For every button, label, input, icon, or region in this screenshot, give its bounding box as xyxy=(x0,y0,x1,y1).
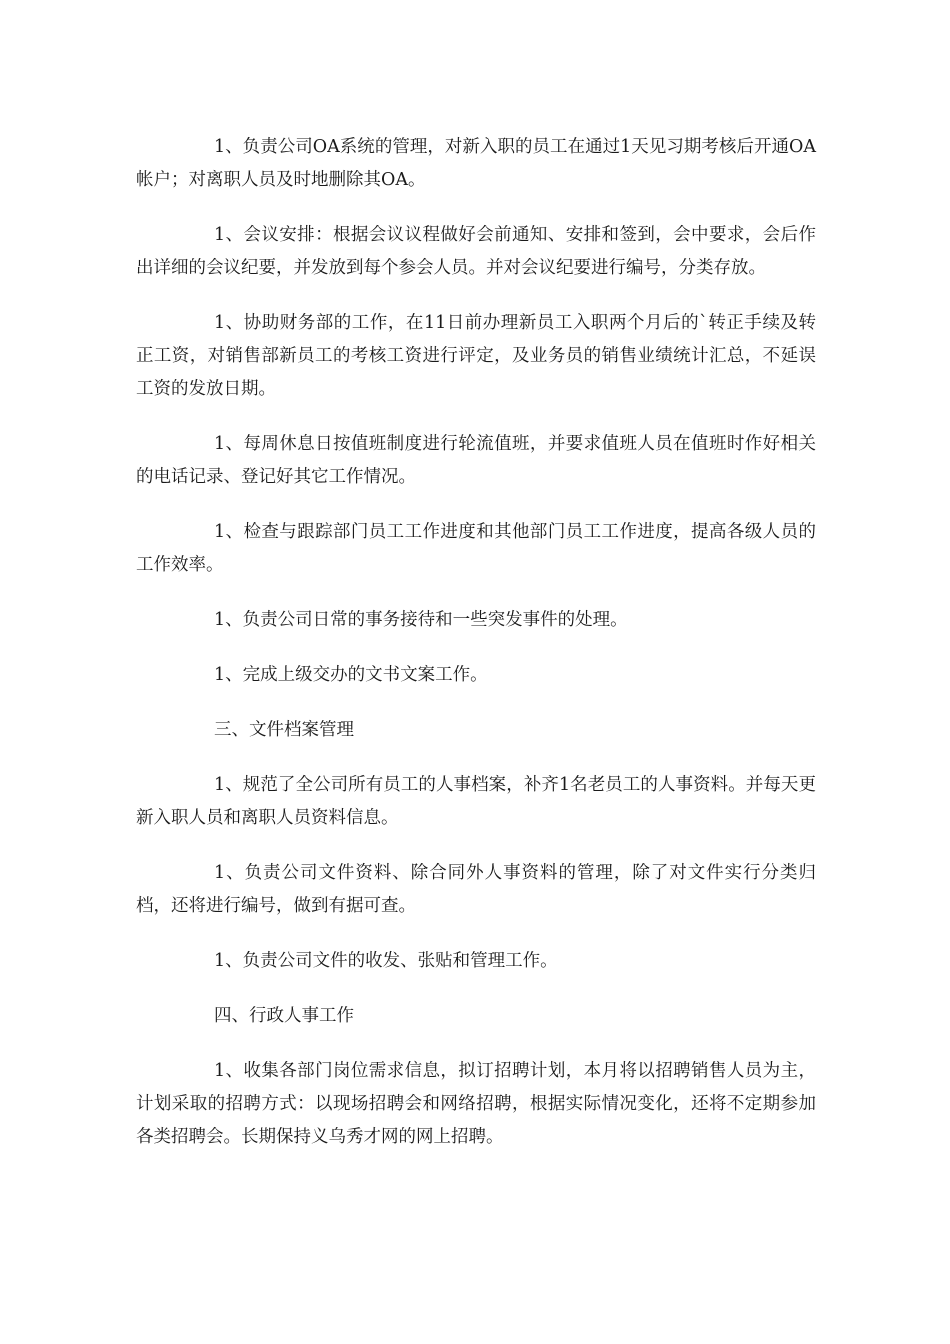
document-body xyxy=(136,131,816,1176)
paragraph-recruitment: 1、收集各部门岗位需求信息，拟订招聘计划，本月将以招聘销售人员为主，计划采取的招聘方式：以现场招聘会和网络招聘，根据实际情况变化，还将不定期参加各类招聘会。长期保持义乌秀才网的网上招聘。 xyxy=(136,1061,816,1147)
section-heading-admin-hr: 四、行政人事工作 xyxy=(214,1006,354,1026)
paragraph-progress-tracking: 1、检查与跟踪部门员工工作进度和其他部门员工工作进度，提高各级人员的工作效率。 xyxy=(136,522,816,575)
paragraph-oa-management: 1、负责公司OA系统的管理，对新入职的员工在通过1天见习期考核后开通OA帐户；对离职人员及时地删除其OA。 xyxy=(136,137,816,190)
paragraph-personnel-files: 1、规范了全公司所有员工的人事档案，补齐1名老员工的人事资料。并每天更新入职人员和离职人员资料信息。 xyxy=(136,775,816,828)
paragraph-clerical-work: 1、完成上级交办的文书文案工作。 xyxy=(214,665,488,685)
paragraph-document-distribution: 1、负责公司文件的收发、张贴和管理工作。 xyxy=(214,951,558,971)
paragraph-weekend-duty: 1、每周休息日按值班制度进行轮流值班，并要求值班人员在值班时作好相关的电话记录、登记好其它工作情况。 xyxy=(136,434,816,487)
paragraph-meeting-arrangement: 1、会议安排：根据会议议程做好会前通知、安排和签到，会中要求，会后作出详细的会议纪要，并发放到每个参会人员。并对会议纪要进行编号，分类存放。 xyxy=(136,225,816,278)
paragraph-finance-assistance: 1、协助财务部的工作，在11日前办理新员工入职两个月后的`转正手续及转正工资，对销售部新员工的考核工资进行评定，及业务员的销售业绩统计汇总，不延误工资的发放日期。 xyxy=(136,313,816,399)
paragraph-document-management: 1、负责公司文件资料、除合同外人事资料的管理，除了对文件实行分类归档，还将进行编号，做到有据可查。 xyxy=(136,863,816,916)
section-heading-file-archive: 三、文件档案管理 xyxy=(214,720,354,740)
paragraph-daily-reception: 1、负责公司日常的事务接待和一些突发事件的处理。 xyxy=(214,610,628,630)
